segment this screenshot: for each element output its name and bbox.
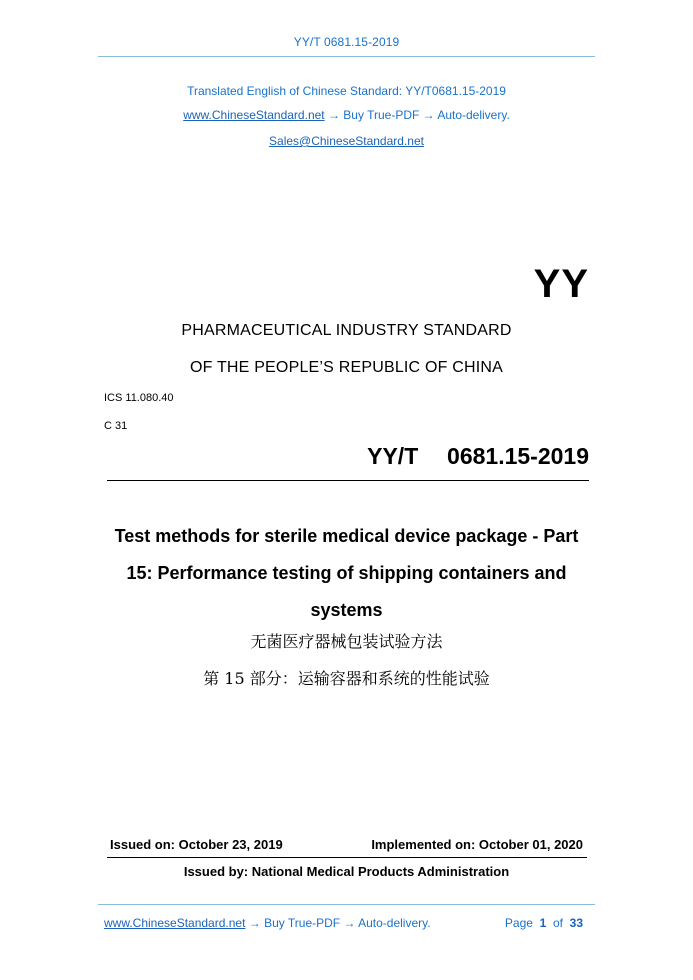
footer-site-link[interactable]: www.ChineseStandard.net [104,916,246,930]
standard-number: YY/T 0681.15-2019 [367,443,589,469]
standard-heading-line1: PHARMACEUTICAL INDUSTRY STANDARD [181,322,512,339]
footer-divider [98,904,595,905]
issuing-authority: Issued by: National Medical Products Administration [183,864,510,879]
ics-code: ICS 11.080.40 [104,392,174,404]
chinese-title-line2: 第 15 部分：运输容器和系统的性能试验 [203,669,490,688]
title-divider [107,480,589,481]
promo-translation-line: Translated English of Chinese Standard: YY/T0681.15-2019 [187,84,506,98]
header-divider [98,56,595,57]
yy-standard-mark: YY [533,262,589,306]
promo-purchase-line [0,108,693,122]
page-word: Page [504,916,533,930]
english-title: Test methods for sterile medical device package - Part 15: Performance testing of shipping containers and systems [114,526,579,620]
promo-sales-line [0,134,693,148]
site-link[interactable]: www.ChineseStandard.net [183,108,325,122]
header-standard-code: YY/T 0681.15-2019 [293,35,400,49]
chinese-title-line1: 无菌医疗器械包装试验方法 [250,632,443,651]
ccs-code: C 31 [104,420,128,432]
sales-email-link[interactable]: Sales@ChineseStandard.net [269,134,424,148]
issued-on-date: Issued on: October 23, 2019 [110,837,283,852]
dates-divider [107,857,587,858]
page-current: 1 [539,916,547,930]
standard-heading-line2: OF THE PEOPLE’S REPUBLIC OF CHINA [189,359,504,376]
page-of: of [552,916,563,930]
footer-purchase-text: → Buy True-PDF → Auto-delivery. [245,916,431,930]
footer-purchase-line [104,916,431,930]
implemented-on-date: Implemented on: October 01, 2020 [371,837,583,852]
page-indicator [505,916,583,930]
purchase-text: → Buy True-PDF → Auto-delivery. [324,108,510,122]
page-total: 33 [569,916,583,930]
